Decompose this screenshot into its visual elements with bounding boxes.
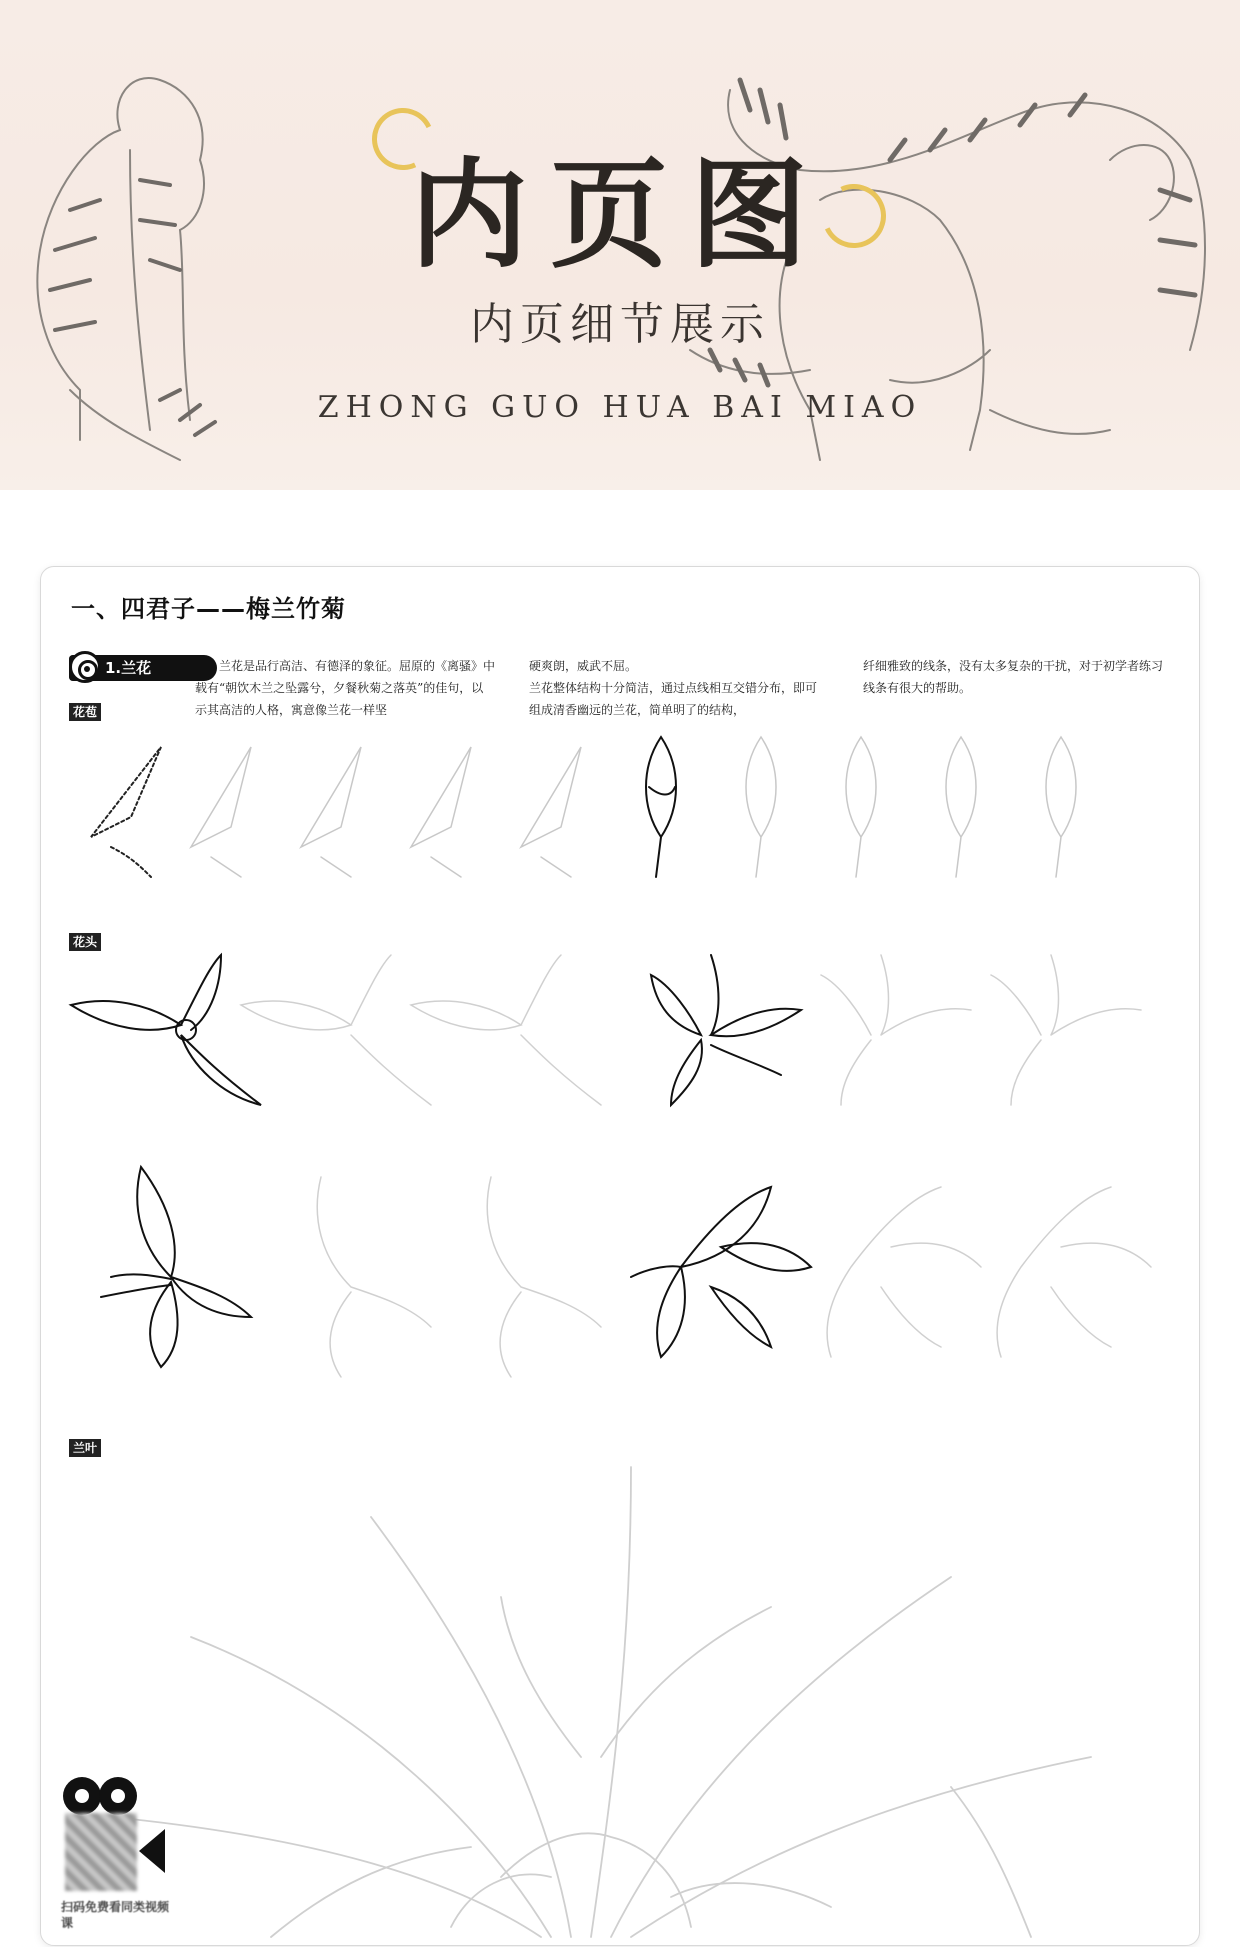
banner-title: 内页图 xyxy=(409,145,830,284)
tag-leaf: 兰叶 xyxy=(69,1439,101,1457)
orchid-bract-drawings xyxy=(71,727,1181,887)
orchid-flower-head-drawings xyxy=(71,1167,1181,1387)
video-camera-icon xyxy=(99,1777,137,1815)
intro-paragraph: 纤细雅致的线条，没有太多复杂的干扰，对于初学者练习线条有很大的帮助。 xyxy=(863,659,1164,695)
tag-flower-head: 花头 xyxy=(69,933,101,951)
banner-subtitle: 内页细节展示 xyxy=(470,299,770,350)
video-course-badge[interactable] xyxy=(61,1777,181,1947)
orchid-leaf-drawing xyxy=(71,1457,1181,1947)
tag-bract: 花苞 xyxy=(69,703,101,721)
video-camera-icon xyxy=(63,1777,101,1815)
orchid-flower-head-drawings xyxy=(71,955,1181,1115)
video-camera-icon xyxy=(139,1829,165,1873)
intro-paragraph: 兰花是品行高洁、有德泽的象征。屈原的《离骚》中载有“朝饮木兰之坠露兮，夕餐秋菊之落英”的佳句，以示其高洁的人格，寓意像兰花一样坚 xyxy=(195,659,496,717)
book-page-preview xyxy=(40,566,1200,1946)
section-title: 一、四君子——梅兰竹菊 xyxy=(71,595,346,623)
qr-code[interactable] xyxy=(65,1813,137,1891)
banner-pinyin: ZHONG GUO HUA BAI MIAO xyxy=(317,390,923,425)
target-icon xyxy=(69,651,101,683)
intro-paragraph: 硬爽朗，威武不屈。 兰花整体结构十分简洁，通过点线相互交错分布，即可组成清香幽远的兰花，简单明了的结构， xyxy=(529,659,818,717)
banner xyxy=(0,0,1240,490)
video-badge-text: 扫码免费看同类视频课 xyxy=(61,1900,170,1930)
subsection-badge: 1.兰花 xyxy=(69,655,217,681)
